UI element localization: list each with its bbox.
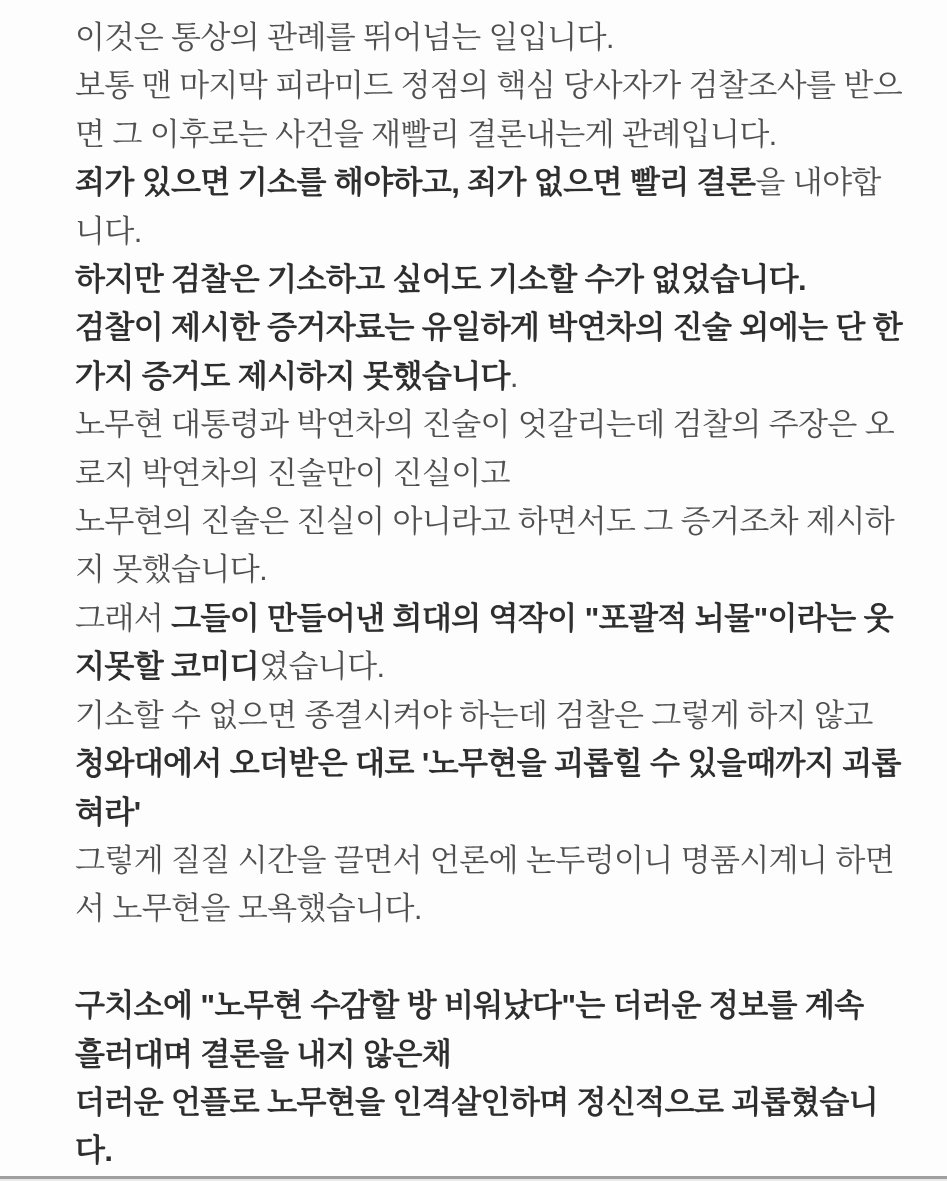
text-line	[75, 837, 947, 885]
text-post	[75, 14, 947, 1176]
text-segment: 그래서	[75, 600, 172, 636]
text-line	[75, 256, 947, 304]
text-segment: 서 노무현을 모욕했습니다.	[75, 891, 422, 927]
text-segment: 가지 증거도 제시하지 못했습니다	[75, 358, 510, 394]
text-line	[75, 14, 947, 62]
text-segment: 다.	[75, 1133, 113, 1169]
text-line	[75, 1031, 947, 1079]
text-line	[75, 789, 947, 837]
text-line	[75, 208, 947, 256]
text-segment: 이것은 통상의 관례를 뛰어넘는 일입니다.	[75, 20, 614, 55]
text-line	[75, 401, 947, 449]
text-segment: 을 내야합	[755, 165, 881, 201]
text-line	[75, 450, 947, 498]
text-segment: 기소할 수 없으면 종결시켜야 하는데 검찰은 그렇게 하지 않고	[75, 697, 873, 733]
text-segment: 니다.	[75, 213, 142, 249]
text-line	[75, 159, 947, 207]
text-line	[75, 353, 947, 401]
text-line	[75, 546, 947, 594]
text-segment: 죄가 있으면 기소를 해야하고, 죄가 없으면 빨리 결론	[75, 165, 756, 201]
text-segment: 면 그 이후로는 사건을 재빨리 결론내는게 관례입니다.	[75, 116, 777, 152]
text-line	[75, 885, 947, 933]
text-line	[75, 595, 947, 643]
text-segment: 더러운 언플로 노무현을 인격살인하며 정신적으로 괴롭혔습니	[75, 1084, 879, 1120]
text-segment: 로지 박연차의 진술만이 진실이고	[75, 455, 510, 491]
text-line	[75, 692, 947, 740]
text-line	[75, 643, 947, 691]
text-line	[75, 1127, 947, 1175]
text-segment: 검찰이 제시한 증거자료는 유일하게 박연차의 진술 외에는 단 한	[75, 310, 903, 346]
text-segment: 구치소에 "노무현 수감할 방 비워났다"는 더러운 정보를 계속	[75, 988, 864, 1024]
text-segment: 였습니다.	[259, 649, 385, 685]
text-segment: 그렇게 질질 시간을 끌면서 언론에 논두렁이니 명품시계니 하면	[75, 842, 895, 878]
text-segment: 노무현의 진술은 진실이 아니라고 하면서도 그 증거조차 제시하	[75, 504, 895, 540]
text-segment: 하지만 검찰은 기소하고 싶어도 기소할 수가 없었습니다.	[75, 262, 807, 298]
text-segment: 지못할 코미디	[75, 649, 260, 685]
text-line	[75, 740, 947, 788]
text-line	[75, 934, 947, 982]
text-segment: 보통 맨 마지막 피라미드 정점의 핵심 당사자가 검찰조사를 받으	[75, 68, 903, 104]
text-line	[75, 111, 947, 159]
text-line	[75, 982, 947, 1030]
text-segment: 청와대에서 오더받은 대로 '노무현을 괴롭힐 수 있을때까지 괴롭	[75, 746, 901, 782]
text-segment: 그들이 만들어낸 희대의 역작이 "포괄적 뇌물"이라는 웃	[171, 600, 893, 636]
text-segment: 노무현 대통령과 박연차의 진술이 엇갈리는데 검찰의 주장은 오	[75, 407, 895, 443]
text-line	[75, 62, 947, 110]
text-segment: 혀라'	[75, 794, 141, 830]
text-line	[75, 498, 947, 546]
text-segment: 지 못했습니다.	[75, 552, 268, 588]
text-segment: .	[509, 358, 518, 394]
text-line	[75, 304, 947, 352]
text-segment: 흘러대며 결론을 내지 않은채	[75, 1036, 452, 1072]
text-line	[75, 1079, 947, 1127]
